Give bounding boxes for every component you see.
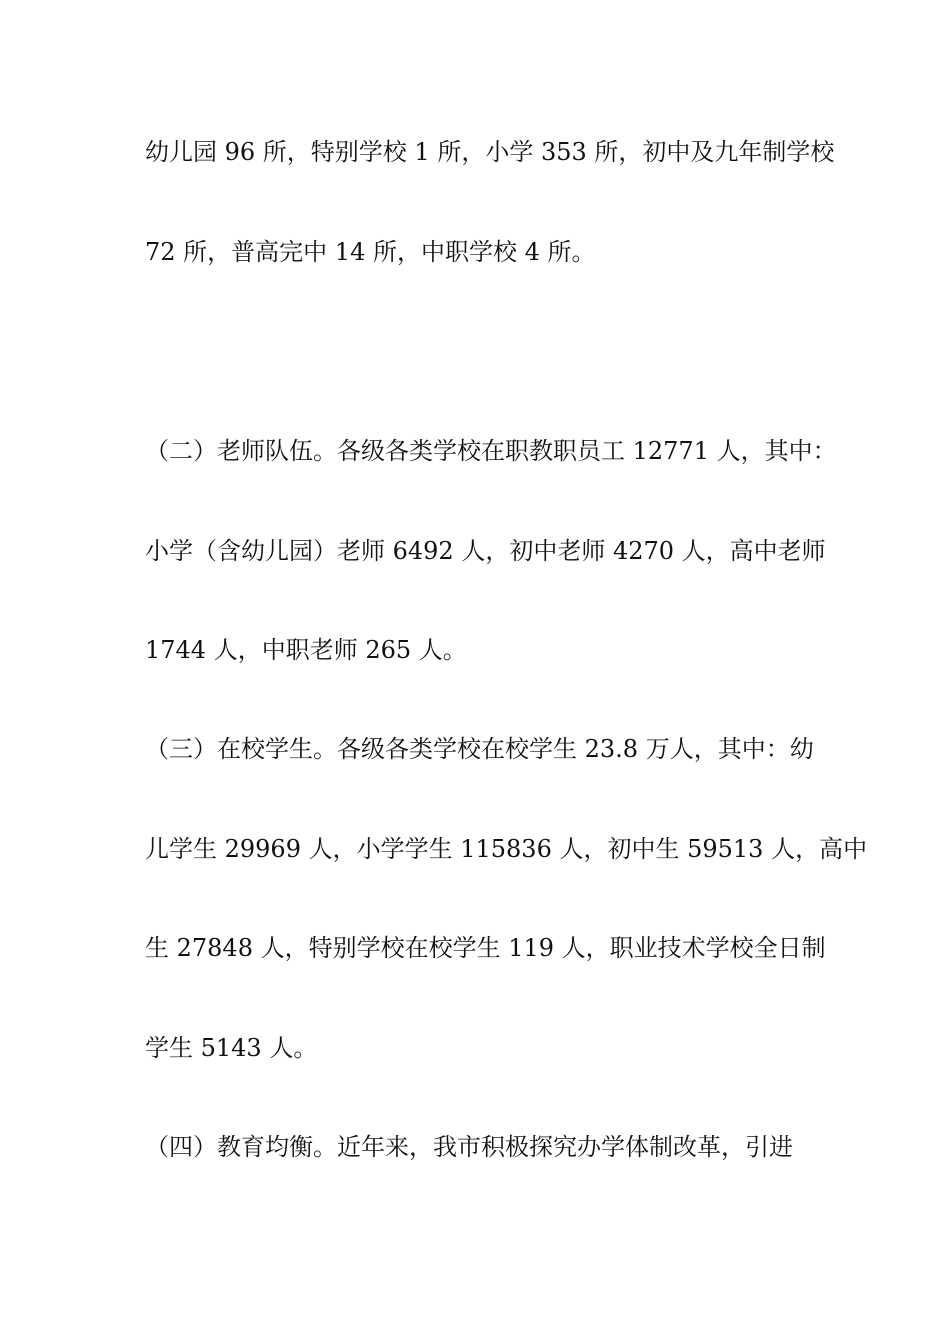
section-heading-line: （三）在校学生。各级各类学校在校学生 23.8 万人，其中：幼	[145, 735, 814, 763]
text-line: 72 所，普高完中 14 所，中职学校 4 所。	[145, 238, 596, 266]
section-heading-line: （二）老师队伍。各级各类学校在职教职员工 12771 人，其中：	[145, 437, 837, 465]
section-heading-line: （四）教育均衡。近年来，我市积极探究办学体制改革，引进	[145, 1133, 793, 1161]
text-line: 1744 人，中职老师 265 人。	[145, 636, 467, 664]
text-line: 生 27848 人，特别学校在校学生 119 人，职业技术学校全日制	[145, 934, 826, 962]
text-line: 幼儿园 96 所，特别学校 1 所，小学 353 所，初中及九年制学校	[145, 138, 835, 166]
text-line: 小学（含幼儿园）老师 6492 人，初中老师 4270 人，高中老师	[145, 537, 826, 565]
text-line: 学生 5143 人。	[145, 1034, 318, 1062]
text-line: 儿学生 29969 人，小学学生 115836 人，初中生 59513 人，高中	[145, 835, 868, 863]
